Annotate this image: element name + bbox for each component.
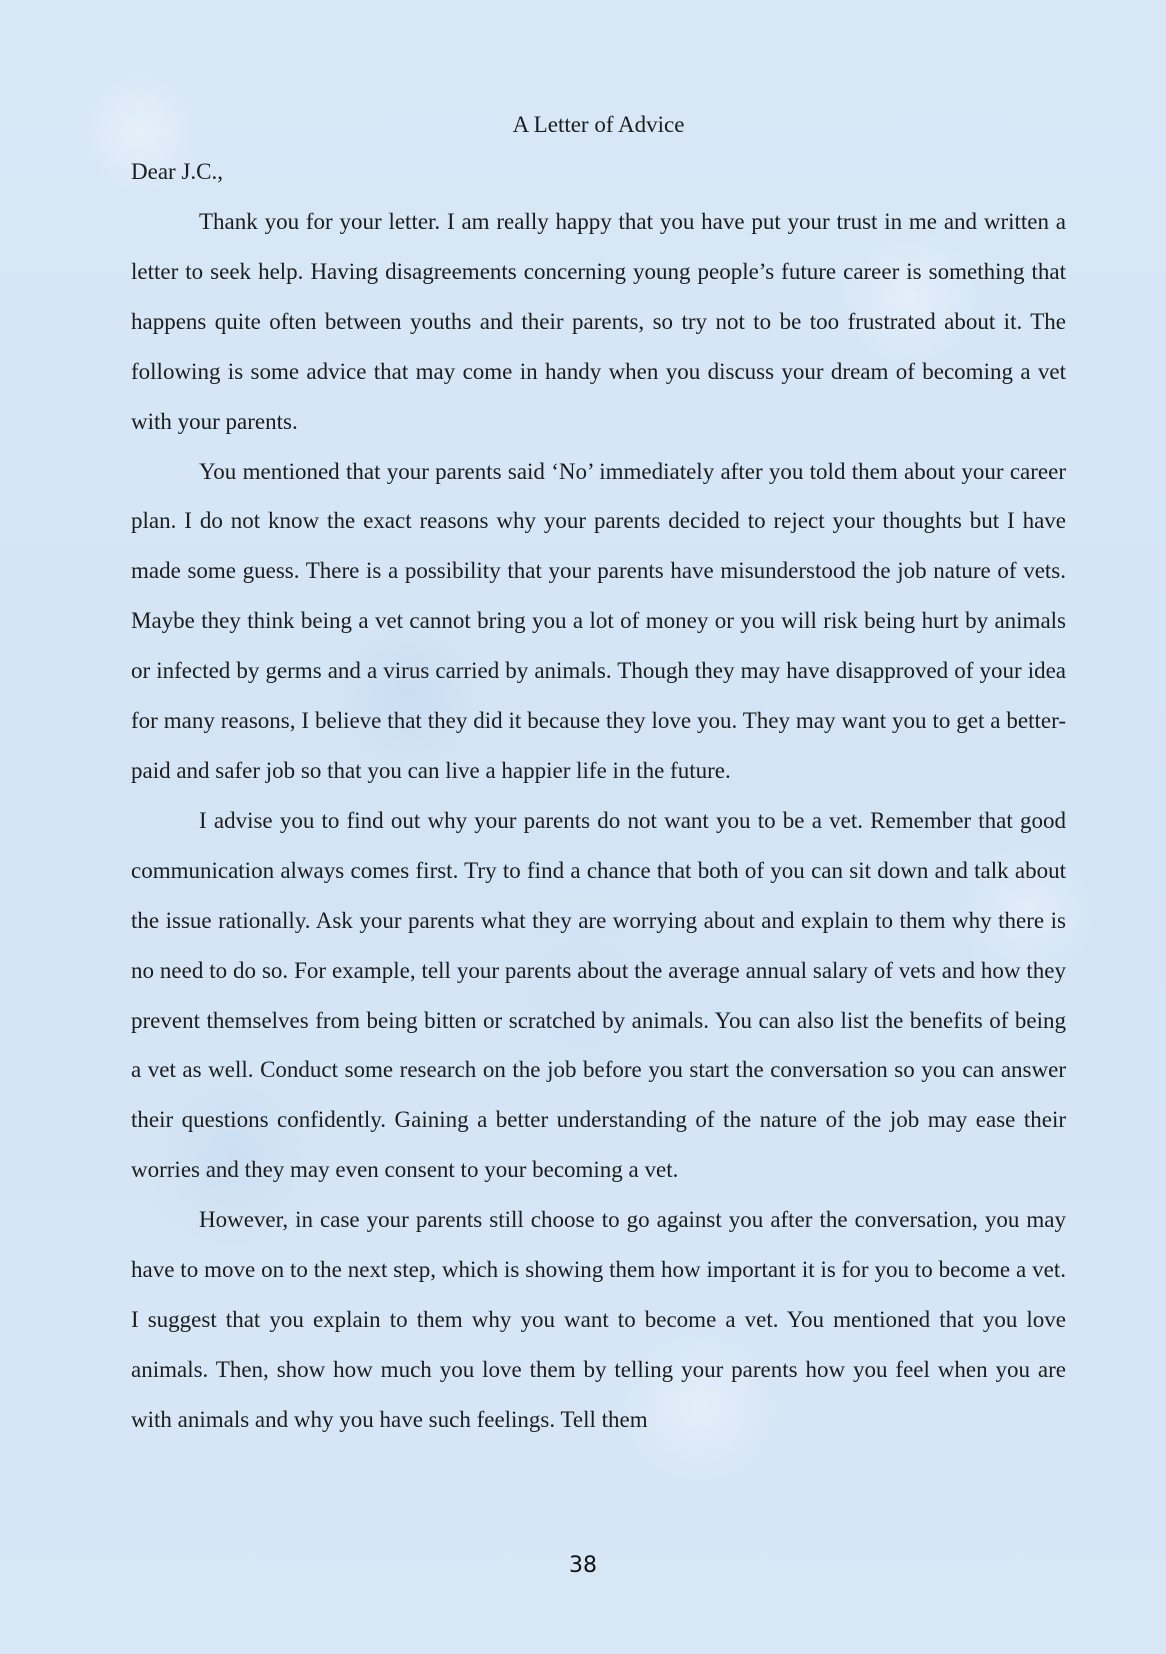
letter-title: A Letter of Advice [512,112,685,137]
page-number: 38 [569,1553,597,1578]
letter-salutation: Dear J.C., [131,159,223,184]
letter-body [131,103,1066,1445]
paragraph-4: However, in case your parents still choose to go against you after the conversation, you may have to move on to the next step, which is showing them how important it is for you to become a vet. I suggest that you explain to them why you want to become a vet. You mentioned that you love animals. Then, show how much you love them by telling your parents how you feel when you are with animals and why you have such feelings. Tell them [131,1207,1066,1432]
paragraph-3: I advise you to find out why your parents do not want you to be a vet. Remember that good communication always comes first. Try to find a chance that both of you can sit down and talk about the issue rationally. Ask your parents what they are worrying about and explain to them why there is no need to do so. For example, tell your parents about the average annual salary of vets and how they prevent themselves from being bitten or scratched by animals. You can also list the benefits of being a vet as well. Conduct some research on the job before you start the conversation so you can answer their questions confidently. Gaining a better understanding of the nature of the job may ease their worries and they may even consent to your becoming a vet. [131,807,1066,1183]
paragraph-1: Thank you for your letter. I am really happy that you have put your trust in me and written a letter to seek help. Having disagreements concerning young people’s future career is something that happens quite often between youths and their parents, so try not to be too frustrated about it. The following is some advice that may come in handy when you discuss your dream of becoming a vet with your parents. [131,209,1066,434]
paragraph-2: You mentioned that your parents said ‘No’ immediately after you told them about your career plan. I do not know the exact reasons why your parents decided to reject your thoughts but I have made some guess. There is a possibility that your parents have misunderstood the job nature of vets. Maybe they think being a vet cannot bring you a lot of money or you will risk being hurt by animals or infected by germs and a virus carried by animals. Though they may have disapproved of your idea for many reasons, I believe that they did it because they love you. They may want you to get a better-paid and safer job so that you can live a happier life in the future. [131,458,1066,783]
